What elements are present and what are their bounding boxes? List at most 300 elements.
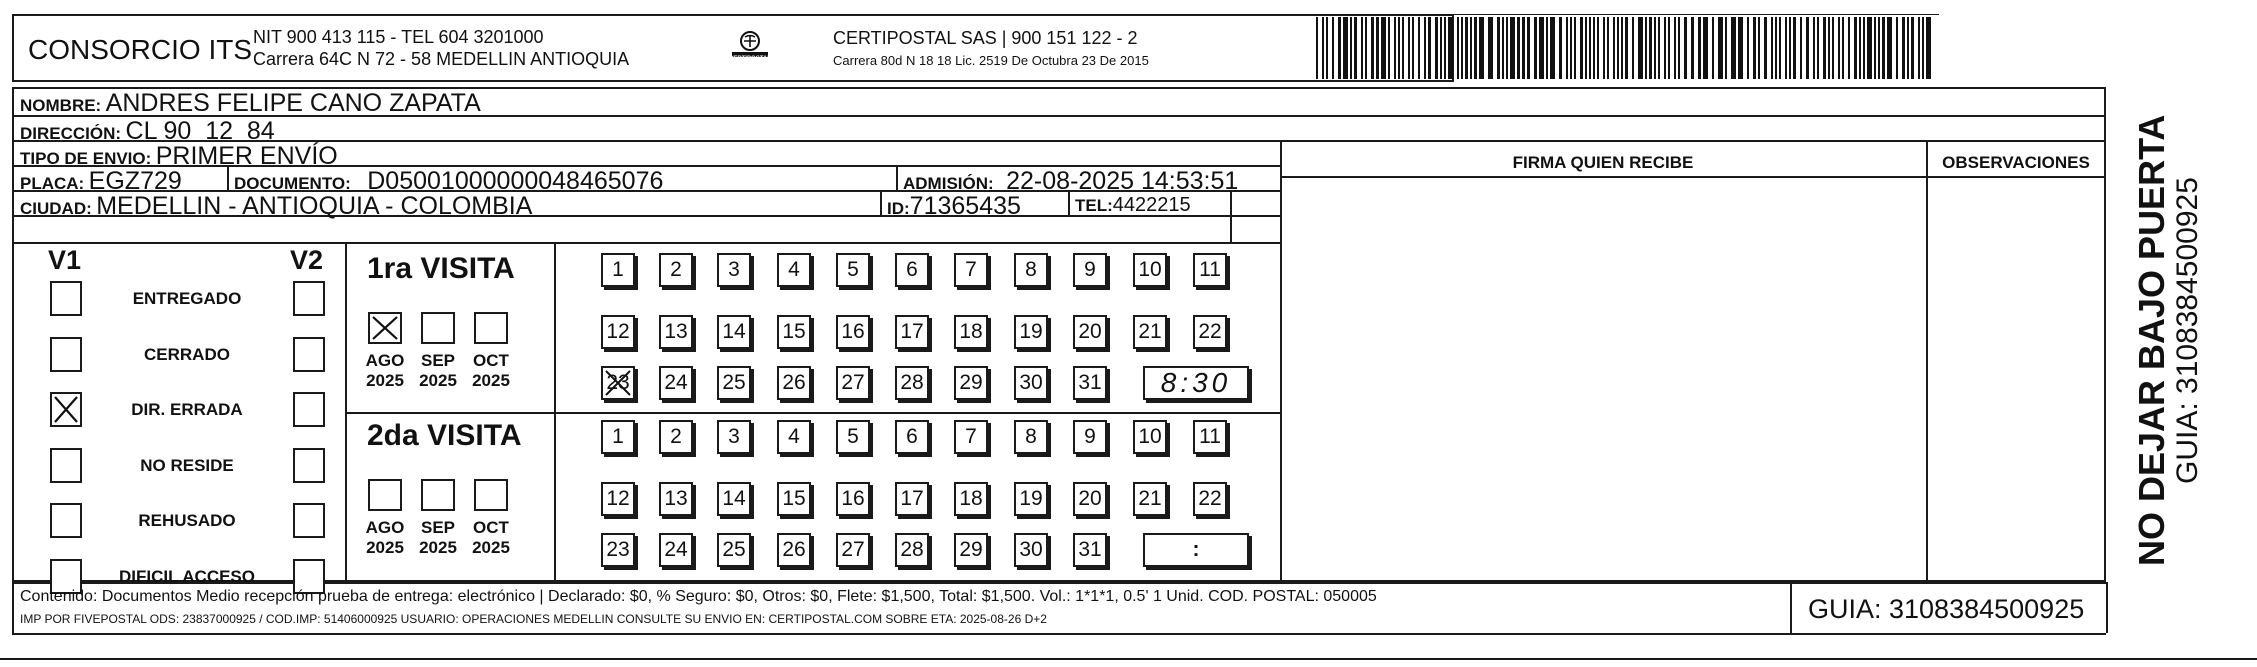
month-checkbox[interactable] [421, 479, 455, 511]
barcode-bar [1738, 17, 1743, 79]
day-box[interactable] [1193, 482, 1227, 516]
certipostal-logo-icon [728, 30, 772, 58]
barcode-bar [1559, 17, 1562, 79]
barcode-bar [1497, 17, 1500, 79]
day-number: 1 [612, 425, 624, 448]
barcode [1316, 17, 1936, 79]
day-box[interactable] [954, 420, 988, 454]
v2-checkbox[interactable] [293, 281, 325, 316]
barcode-bar [1775, 17, 1777, 79]
day-number: 12 [606, 487, 630, 510]
day-number: 27 [841, 371, 865, 394]
day-box[interactable] [659, 253, 693, 287]
day-number: 16 [841, 320, 865, 343]
tel-label: TEL: [1075, 196, 1113, 215]
month-label [359, 351, 411, 391]
month-name: OCT [473, 351, 509, 370]
barcode-bar [1926, 17, 1931, 79]
day-number: 8 [1025, 425, 1037, 448]
admision-label: ADMISIÓN: [903, 174, 994, 193]
day-box[interactable] [1073, 533, 1107, 567]
day-number: 4 [788, 425, 800, 448]
barcode-bar [1338, 17, 1341, 79]
day-number: 11 [1199, 425, 1221, 448]
day-box[interactable] [1133, 482, 1167, 516]
nombre-row [20, 89, 481, 118]
day-box[interactable] [601, 482, 635, 516]
barcode-bar [1911, 17, 1914, 79]
barcode-bar [1842, 17, 1844, 79]
id-label: ID: [887, 199, 910, 218]
day-box[interactable] [777, 533, 811, 567]
barcode-bar [1771, 17, 1773, 79]
day-box[interactable] [659, 315, 693, 349]
visit1-title: 1ra VISITA [367, 252, 515, 285]
barcode-bar [1793, 17, 1796, 79]
month-year: 2025 [366, 538, 404, 557]
barcode-bar [1424, 17, 1426, 79]
visit-time: : [1192, 538, 1200, 561]
month-name: SEP [420, 518, 456, 537]
v1-checkbox[interactable] [50, 337, 82, 372]
x-mark-icon [370, 314, 400, 342]
day-number: 28 [900, 371, 924, 394]
barcode-bar [1907, 17, 1909, 79]
barcode-bar [1343, 17, 1348, 79]
day-number: 30 [1019, 371, 1043, 394]
status-label: CERRADO [144, 344, 230, 364]
barcode-bar [1854, 17, 1857, 79]
day-box[interactable] [954, 533, 988, 567]
barcode-bar [1823, 17, 1826, 79]
barcode-bar [1832, 17, 1834, 79]
observaciones-header: OBSERVACIONES [1942, 153, 2090, 172]
status-label: DIFICIL ACCESO [118, 566, 255, 586]
observaciones-area[interactable] [1928, 178, 2105, 581]
barcode-bar [1371, 17, 1374, 79]
v1-checkbox[interactable] [50, 448, 82, 483]
day-box[interactable] [836, 315, 870, 349]
tipo-envio-value: PRIMER ENVÍO [155, 142, 338, 170]
barcode-bar [1621, 17, 1623, 79]
day-number: 6 [906, 425, 918, 448]
day-box[interactable] [717, 420, 751, 454]
day-number: 22 [1198, 487, 1222, 510]
day-number: 7 [965, 425, 977, 448]
barcode-bar [1625, 17, 1628, 79]
day-box[interactable] [836, 366, 870, 400]
barcode-bar [1607, 17, 1609, 79]
barcode-bar [1731, 17, 1736, 79]
month-year: 2025 [472, 371, 510, 390]
barcode-bar [1867, 17, 1872, 79]
barcode-bar [1597, 17, 1599, 79]
barcode-bar [1806, 17, 1809, 79]
day-number: 13 [664, 320, 688, 343]
tipo-envio-label: TIPO DE ENVIO: [20, 149, 152, 168]
barcode-bar [1316, 17, 1318, 79]
barcode-bar [1365, 17, 1367, 79]
day-number: 24 [664, 538, 688, 561]
day-number: 17 [900, 320, 924, 343]
day-number: 26 [782, 371, 806, 394]
day-number: 19 [1019, 320, 1043, 343]
nombre-value: ANDRES FELIPE CANO ZAPATA [105, 89, 481, 117]
barcode-bar [1506, 17, 1508, 79]
day-number: 28 [900, 538, 924, 561]
v2-checkbox[interactable] [293, 337, 325, 372]
day-number: 18 [959, 320, 983, 343]
barcode-bar [1813, 17, 1815, 79]
day-box[interactable] [1073, 420, 1107, 454]
id-value: 71365435 [909, 192, 1021, 220]
day-number: 6 [906, 258, 918, 281]
barcode-bar [1747, 17, 1749, 79]
day-box[interactable] [1133, 315, 1167, 349]
day-number: 23 [606, 371, 630, 394]
month-checkbox[interactable] [368, 312, 402, 344]
barcode-bar [1764, 17, 1767, 79]
ciudad-cell [20, 192, 532, 221]
day-box[interactable] [659, 533, 693, 567]
day-box[interactable] [1193, 420, 1227, 454]
day-number: 22 [1198, 320, 1222, 343]
barcode-bar [1546, 17, 1548, 79]
day-box[interactable] [717, 253, 751, 287]
barcode-bar [1902, 17, 1905, 79]
barcode-bar [1613, 17, 1615, 79]
day-box[interactable] [1133, 253, 1167, 287]
day-number: 3 [728, 425, 740, 448]
v2-checkbox[interactable] [293, 503, 325, 538]
barcode-bar [1457, 17, 1459, 79]
day-number: 21 [1138, 320, 1162, 343]
firma-area[interactable] [1282, 178, 1925, 581]
day-box[interactable] [1133, 420, 1167, 454]
day-number: 31 [1078, 371, 1102, 394]
barcode-bar [1828, 17, 1830, 79]
status-label: DIR. ERRADA [131, 400, 243, 419]
barcode-bar [1896, 17, 1898, 79]
day-number: 10 [1138, 258, 1162, 281]
barcode-bar [1654, 17, 1656, 79]
day-number: 15 [782, 487, 806, 510]
day-box[interactable] [836, 533, 870, 567]
month-label [412, 518, 464, 558]
barcode-bar [1753, 17, 1756, 79]
v2-checkbox[interactable] [293, 392, 325, 427]
month-label [465, 518, 517, 558]
address-line: Carrera 64C N 72 - 58 MEDELLIN ANTIOQUIA [253, 49, 630, 69]
barcode-bar [1691, 17, 1694, 79]
barcode-bar [1684, 17, 1687, 79]
barcode-bar [1474, 17, 1477, 79]
day-number: 25 [722, 371, 746, 394]
barcode-bar [1394, 17, 1396, 79]
day-box[interactable] [717, 533, 751, 567]
day-box[interactable] [659, 420, 693, 454]
barcode-bar [1878, 17, 1880, 79]
barcode-bar [1758, 17, 1760, 79]
side-guia: GUIA: 3108384500925 [2171, 177, 2204, 484]
license-line: Carrera 80d N 18 18 Lic. 2519 De Octubra 23 De 2015 [833, 53, 1149, 68]
nit-line: NIT 900 413 115 - TEL 604 3201000 [253, 27, 544, 47]
barcode-bar [1350, 17, 1352, 79]
day-number: 11 [1199, 258, 1221, 281]
day-box[interactable] [1073, 482, 1107, 516]
barcode-bar [1817, 17, 1819, 79]
documento-value: D05001000000048465076 [367, 167, 664, 195]
footer-guia: GUIA: 3108384500925 [1808, 594, 2085, 624]
certipostal-logo [728, 30, 772, 62]
barcode-bar [1322, 17, 1324, 79]
documento-label: DOCUMENTO: [234, 174, 351, 193]
day-box[interactable] [954, 253, 988, 287]
day-box[interactable] [1193, 253, 1227, 287]
day-number: 3 [728, 258, 740, 281]
visit-time-box[interactable] [1143, 366, 1249, 400]
barcode-bar [1703, 17, 1708, 79]
day-box[interactable] [777, 253, 811, 287]
barcode-bar [1574, 17, 1576, 79]
day-number: 18 [959, 487, 983, 510]
barcode-bar [1408, 17, 1410, 79]
barcode-bar [1779, 17, 1781, 79]
barcode-bar [1440, 17, 1442, 79]
barcode-bar [1448, 17, 1453, 79]
visit-time: 8:30 [1160, 367, 1232, 398]
barcode-bar [1603, 17, 1605, 79]
day-box[interactable] [601, 420, 635, 454]
barcode-bar [1444, 17, 1446, 79]
day-number: 10 [1138, 425, 1162, 448]
barcode-bar [1361, 17, 1363, 79]
day-box[interactable] [1073, 315, 1107, 349]
day-box[interactable] [601, 533, 635, 567]
v2-header: V2 [290, 245, 324, 275]
barcode-bar [1418, 17, 1420, 79]
day-box[interactable] [954, 366, 988, 400]
day-number: 5 [847, 258, 859, 281]
barcode-bar [1649, 17, 1652, 79]
side-text [2108, 82, 2257, 572]
barcode-bar [1887, 17, 1892, 79]
day-box[interactable] [659, 482, 693, 516]
barcode-bar [1617, 17, 1619, 79]
day-box[interactable] [895, 315, 929, 349]
day-box[interactable] [954, 315, 988, 349]
day-number: 5 [847, 425, 859, 448]
day-box[interactable] [1014, 253, 1048, 287]
barcode-bar [1725, 17, 1727, 79]
barcode-bar [1534, 17, 1537, 79]
day-box[interactable] [1014, 366, 1048, 400]
day-box[interactable] [659, 366, 693, 400]
visit-time-box[interactable] [1143, 533, 1249, 567]
day-number: 12 [606, 320, 630, 343]
month-label [359, 518, 411, 558]
day-box[interactable] [895, 253, 929, 287]
v2-checkbox[interactable] [293, 448, 325, 483]
barcode-bar [1461, 17, 1463, 79]
barcode-bar [1465, 17, 1468, 79]
month-year: 2025 [419, 371, 457, 390]
day-number: 24 [664, 371, 688, 394]
day-number: 25 [722, 538, 746, 561]
day-number: 15 [782, 320, 806, 343]
barcode-bar [1402, 17, 1404, 79]
v1-checkbox[interactable] [50, 281, 82, 316]
admision-value: 22-08-2025 14:53:51 [1006, 167, 1239, 195]
barcode-bar [1668, 17, 1670, 79]
day-number: 14 [722, 487, 746, 510]
barcode-bar [1326, 17, 1328, 79]
barcode-bar [1580, 17, 1583, 79]
day-number: 13 [664, 487, 688, 510]
day-box[interactable] [601, 253, 635, 287]
status-label: NO RESIDE [140, 455, 234, 475]
barcode-bar [1517, 17, 1520, 79]
no-dejar-bajo-puerta: NO DEJAR BAJO PUERTA [2131, 114, 2172, 566]
day-box[interactable] [601, 366, 635, 400]
barcode-bar [1698, 17, 1701, 79]
status-label: ENTREGADO [132, 289, 242, 308]
day-number: 9 [1084, 258, 1096, 281]
day-number: 21 [1138, 487, 1162, 510]
certipostal-line: CERTIPOSTAL SAS | 900 151 122 - 2 [833, 28, 1138, 48]
day-box[interactable] [777, 482, 811, 516]
day-box[interactable] [777, 315, 811, 349]
footer-contenido: Contenido: Documentos Medio recepción prueba de entrega: electrónico | Declarado: $0, % Seguro: $0, Otros: $0, Flete: $1,500, Total: $1,500. Vol.: 1*1*1, 0.5' 1 Unid. COD. POSTAL: 050005 [20, 588, 1377, 605]
barcode-bar [1412, 17, 1414, 79]
day-number: 7 [965, 258, 977, 281]
month-checkbox[interactable] [474, 312, 508, 344]
company-name: CONSORCIO ITS [28, 34, 253, 65]
barcode-bar [1585, 17, 1587, 79]
barcode-bar [1922, 17, 1924, 79]
barcode-bar [1428, 17, 1431, 79]
barcode-bar [1838, 17, 1840, 79]
barcode-bar [1566, 17, 1568, 79]
day-box[interactable] [601, 315, 635, 349]
month-name: AGO [365, 518, 405, 537]
v1-header: V1 [48, 245, 82, 275]
day-box[interactable] [1014, 420, 1048, 454]
logo-text: CERTIPOSTAL [729, 56, 771, 62]
day-box[interactable] [1193, 315, 1227, 349]
footer-imp-line: IMP POR FIVEPOSTAL ODS: 23837000925 / COD.IMP: 51406000925 USUARIO: OPERACIONES MEDELLIN CONSULTE SU ENVIO EN: CERTIPOSTAL.COM SOBRE ETA: 2025-08-26 D+2 [20, 612, 1047, 626]
status-label: REHUSADO [138, 511, 236, 530]
day-number: 17 [900, 487, 924, 510]
month-name: AGO [365, 351, 405, 370]
month-checkbox[interactable] [474, 479, 508, 511]
day-box[interactable] [777, 366, 811, 400]
barcode-bar [1638, 17, 1643, 79]
month-name: OCT [473, 518, 509, 537]
day-box[interactable] [895, 482, 929, 516]
barcode-bar [1522, 17, 1525, 79]
barcode-bar [1874, 17, 1876, 79]
day-number: 19 [1019, 487, 1043, 510]
day-box[interactable] [1073, 253, 1107, 287]
barcode-bar [1658, 17, 1660, 79]
barcode-bar [1470, 17, 1472, 79]
x-mark-icon [52, 394, 80, 425]
day-number: 1 [612, 258, 624, 281]
month-label [465, 351, 517, 391]
month-year: 2025 [472, 538, 510, 557]
day-number: 20 [1078, 320, 1102, 343]
visit2-title: 2da VISITA [367, 419, 522, 452]
nombre-label: NOMBRE: [20, 96, 102, 115]
month-name: SEP [420, 351, 456, 370]
barcode-bar [1550, 17, 1555, 79]
day-box[interactable] [836, 482, 870, 516]
barcode-bar [1502, 17, 1504, 79]
barcode-bar [1570, 17, 1572, 79]
barcode-bar [1664, 17, 1666, 79]
month-year: 2025 [366, 371, 404, 390]
day-box[interactable] [777, 420, 811, 454]
day-box[interactable] [717, 315, 751, 349]
day-number: 2 [670, 425, 682, 448]
day-number: 14 [722, 320, 746, 343]
firma-header: FIRMA QUIEN RECIBE [1512, 153, 1694, 172]
direccion-value: CL 90 12 84 [125, 117, 275, 145]
day-box[interactable] [895, 420, 929, 454]
day-number: 26 [782, 538, 806, 561]
day-box[interactable] [1014, 315, 1048, 349]
day-box[interactable] [1014, 482, 1048, 516]
barcode-bar [1435, 17, 1438, 79]
barcode-bar [1848, 17, 1850, 79]
day-number: 8 [1025, 258, 1037, 281]
day-x-mark-icon [603, 368, 633, 407]
month-checkbox[interactable] [368, 479, 402, 511]
barcode-bar [1510, 17, 1515, 79]
barcode-bar [1859, 17, 1861, 79]
barcode-bar [1678, 17, 1680, 79]
barcode-bar [1479, 17, 1484, 79]
v1-checkbox[interactable] [50, 392, 82, 427]
barcode-bar [1712, 17, 1714, 79]
day-box[interactable] [895, 366, 929, 400]
v1-checkbox[interactable] [50, 503, 82, 538]
day-box[interactable] [895, 533, 929, 567]
day-number: 20 [1078, 487, 1102, 510]
barcode-bar [1488, 17, 1493, 79]
barcode-bar [1789, 17, 1791, 79]
barcode-bar [1800, 17, 1802, 79]
day-box[interactable] [1073, 366, 1107, 400]
day-box[interactable] [836, 420, 870, 454]
day-box[interactable] [717, 482, 751, 516]
month-checkbox[interactable] [421, 312, 455, 344]
barcode-bar [1376, 17, 1379, 79]
barcode-bar [1785, 17, 1787, 79]
direccion-label: DIRECCIÓN: [20, 124, 122, 143]
day-box[interactable] [1014, 533, 1048, 567]
day-box[interactable] [717, 366, 751, 400]
barcode-bar [1718, 17, 1723, 79]
month-year: 2025 [419, 538, 457, 557]
barcode-bar [1527, 17, 1530, 79]
day-box[interactable] [954, 482, 988, 516]
day-box[interactable] [836, 253, 870, 287]
barcode-bar [1882, 17, 1885, 79]
barcode-bar [1593, 17, 1595, 79]
barcode-bar [1918, 17, 1920, 79]
